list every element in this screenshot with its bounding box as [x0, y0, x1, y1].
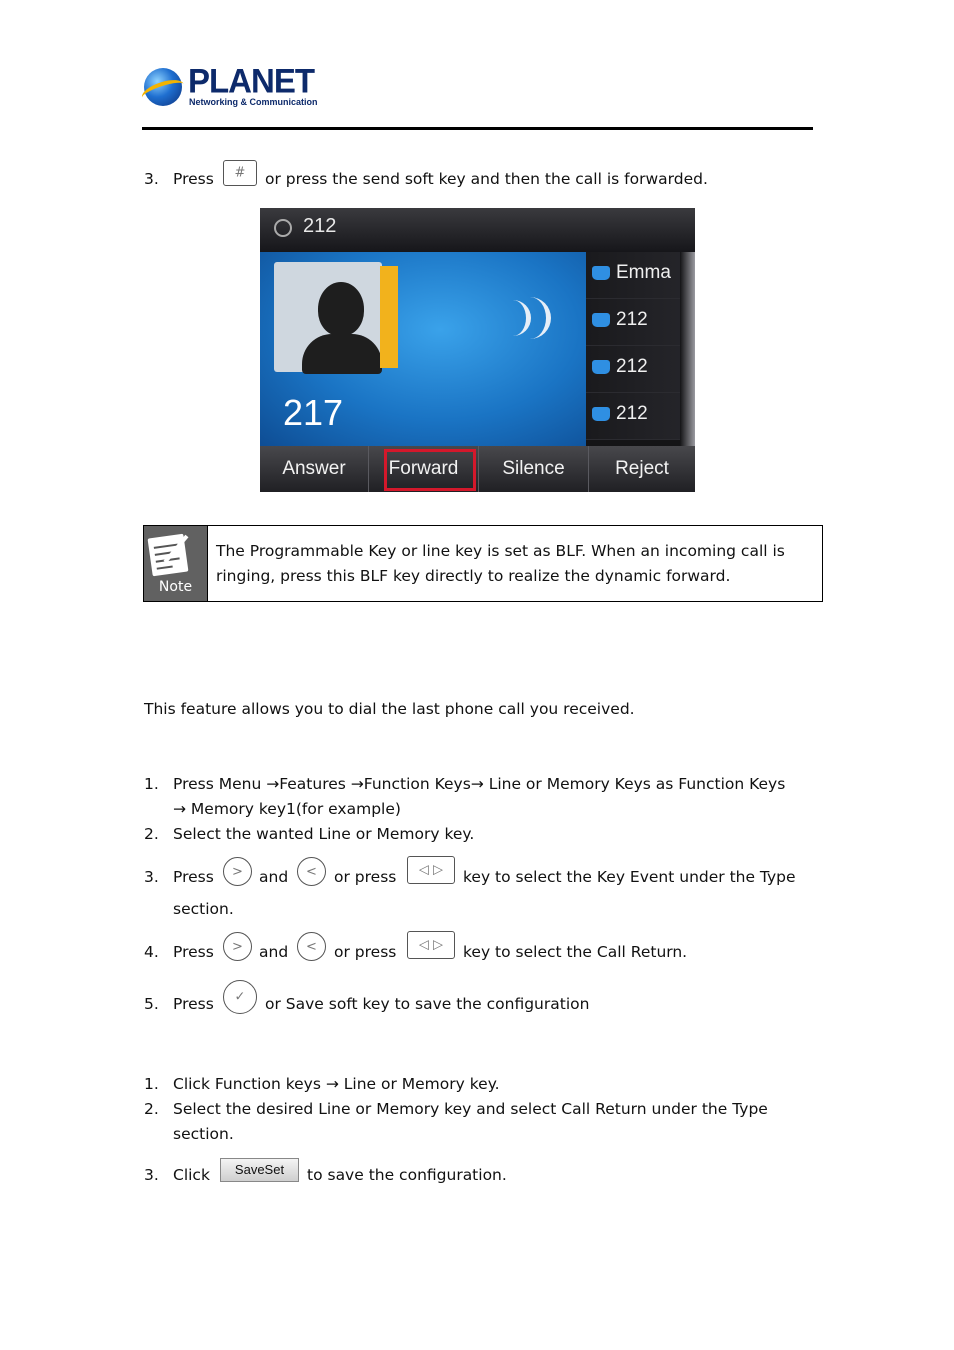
avatar-body-icon: [302, 334, 382, 374]
step-text: Press: [173, 943, 214, 961]
line-key-list: [586, 252, 695, 446]
phone-screen-image: [260, 208, 695, 492]
step-text: or press the send soft key and then the call is forwarded.: [265, 170, 708, 188]
step-text: or press: [334, 943, 397, 961]
caller-number: 217: [283, 392, 344, 433]
avatar-fold: [380, 266, 398, 368]
incoming-call-panel: [260, 252, 588, 446]
step-number: 3.: [144, 1166, 159, 1184]
navigation-key-icon: ◁ ▷: [407, 856, 455, 884]
ringing-wave-icon: [530, 297, 551, 339]
note-label: Note: [158, 579, 193, 595]
navigation-key-icon: ◁ ▷: [407, 931, 455, 959]
note-text: The Programmable Key or line key is set as BLF. When an incoming call is ringing, press this BLF key directly to realize the dynamic forward.: [216, 542, 785, 585]
phone-top-number: 212: [303, 215, 337, 237]
caller-avatar: [274, 262, 382, 372]
line-key: [586, 299, 694, 346]
phone-icon: [592, 313, 610, 327]
step-number: 3.: [144, 868, 159, 886]
line-key: [586, 252, 694, 299]
step-number: 4.: [144, 943, 159, 961]
step-text: → Memory key1(for example): [173, 800, 401, 818]
phone-icon: [592, 407, 610, 421]
note-sidebar: [144, 526, 208, 601]
softkey-answer: Answer: [260, 446, 369, 492]
screen-edge: [680, 252, 695, 446]
step-text: or Save soft key to save the configuration: [265, 995, 590, 1013]
softkey-reject: Reject: [615, 458, 669, 479]
saveset-button[interactable]: SaveSet: [220, 1158, 299, 1182]
feature-intro: This feature allows you to dial the last phone call you received.: [144, 700, 635, 718]
line-key-label: 212: [616, 309, 648, 330]
step-text: key to select the Key Event under the Type: [463, 868, 796, 886]
step-number: 5.: [144, 995, 159, 1013]
step-text: to save the configuration.: [307, 1166, 507, 1184]
step-text: Press: [173, 995, 214, 1013]
header-divider: [142, 127, 813, 130]
line-key-label: 212: [616, 403, 648, 424]
pound-key-icon: #: [223, 160, 257, 186]
ok-key-icon: ✓: [223, 980, 257, 1014]
right-key-icon: >: [223, 857, 252, 886]
step-text: Press: [173, 868, 214, 886]
step-text: Click Function keys → Line or Memory key.: [173, 1075, 500, 1093]
step-number: 3.: [144, 170, 159, 188]
note-box: [143, 525, 823, 602]
step-text: Press: [173, 170, 214, 188]
step-number: 2.: [144, 1100, 159, 1118]
step-text: Select the desired Line or Memory key and select Call Return under the Type: [173, 1100, 768, 1118]
step-text: Press Menu →Features →Function Keys→ Line or Memory Keys as Function Keys: [173, 775, 786, 793]
phone-icon: [592, 360, 610, 374]
ringing-wave-icon: [512, 300, 531, 336]
phone-status-bar: [260, 208, 695, 252]
softkey-bar: [260, 446, 695, 492]
step-text: key to select the Call Return.: [463, 943, 688, 961]
step-text: section.: [173, 900, 234, 918]
step-number: 1.: [144, 775, 159, 793]
phone-icon: [592, 266, 610, 280]
step-text: and: [259, 943, 289, 961]
brand-name: PLANET: [188, 61, 314, 100]
softkey-forward: Forward: [369, 446, 479, 492]
step-text: and: [259, 868, 289, 886]
step-number: 1.: [144, 1075, 159, 1093]
line-key-label: 212: [616, 356, 648, 377]
brand-tagline: Networking & Communication: [189, 97, 318, 107]
avatar-head-icon: [318, 282, 364, 336]
step-number: 2.: [144, 825, 159, 843]
step-text: Select the wanted Line or Memory key.: [173, 825, 475, 843]
forward-highlight-box: [384, 449, 476, 491]
step-text: Click: [173, 1166, 210, 1184]
line-key-label: Emma: [616, 262, 671, 283]
step-text: section.: [173, 1125, 234, 1143]
line-key: [586, 393, 694, 440]
softkey-silence: Silence: [479, 446, 589, 492]
left-key-icon: <: [297, 857, 326, 886]
line-key: [586, 346, 694, 393]
speaker-icon: [274, 219, 292, 237]
step-text: or press: [334, 868, 397, 886]
right-key-icon: >: [223, 932, 252, 961]
left-key-icon: <: [297, 932, 326, 961]
